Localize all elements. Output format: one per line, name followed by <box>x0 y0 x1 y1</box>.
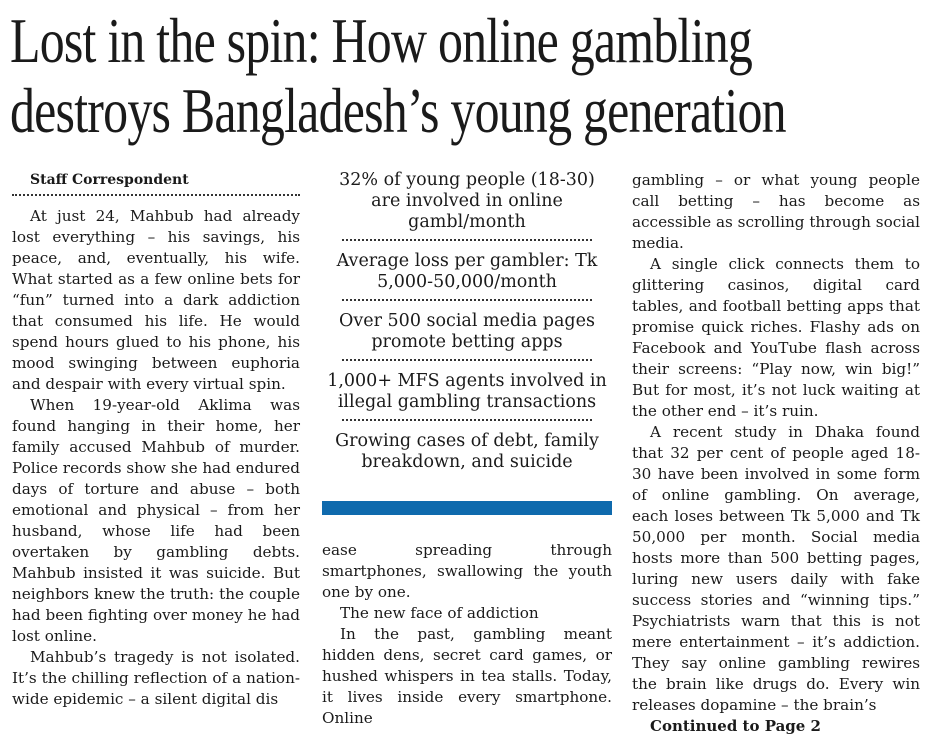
byline: Staff Correspondent <box>30 172 189 188</box>
fact-divider <box>342 299 592 301</box>
headline-line-1: Lost in the spin: How online gambling <box>10 5 753 76</box>
paragraph: At just 24, Mahbub had already lost everything – his savings, his peace, and, eventually, his wife. What started as a few online bets for “fun” turned into a dark addiction that consumed his life. He would spend hours glued to his phone, his mood swinging between euphoria and despair with every virtual spin. <box>12 207 300 393</box>
fact-divider <box>342 419 592 421</box>
article-column-3 <box>632 170 920 737</box>
paragraph: ease spreading through smartphones, swallowing the youth one by one. <box>322 541 612 601</box>
paragraph: A single click connects them to glittering casinos, digital card tables, and football betting apps that promise quick riches. Flashy ads on Facebook and YouTube flash across their screens: “Play now, win big!” But for most, it’s not luck waiting at the other end – it’s ruin. <box>632 255 920 420</box>
headline <box>10 5 786 146</box>
continued-link[interactable]: Continued to Page 2 <box>650 717 821 735</box>
fact-box <box>322 170 612 515</box>
fact-item: 32% of young people (18-30) are involved in online gambl/month <box>339 170 595 232</box>
headline-line-2: destroys Bangladesh’s young generation <box>10 75 786 146</box>
byline-divider <box>12 194 300 196</box>
paragraph: When 19-year-old Aklima was found hanging in their home, her family accused Mahbub of murder. Police records show she had endured days of torture and abuse – both emotional and physical – from her husband, whose life had been overtaken by gambling debts. Mahbub insisted it was suicide. But neighbors knew the truth: the couple had been fighting over money he had lost online. <box>12 396 300 645</box>
article-column-1 <box>12 170 300 710</box>
fact-item: Average loss per gambler: Tk 5,000-50,000/month <box>336 251 598 292</box>
fact-divider <box>342 239 592 241</box>
fact-box-bar <box>322 501 612 515</box>
paragraph: In the past, gambling meant hidden dens, secret card games, or hushed whispers in tea stalls. Today, it lives inside every smartphone. Online <box>322 625 612 727</box>
fact-item: Over 500 social media pages promote betting apps <box>339 311 595 352</box>
paragraph: gambling – or what young people call betting – has become as accessible as scrolling through social media. <box>632 171 920 252</box>
article-column-2 <box>322 170 612 729</box>
paragraph: A recent study in Dhaka found that 32 per cent of people aged 18-30 have been involved in some form of online gambling. On average, each loses between Tk 5,000 and Tk 50,000 per month. Social media hosts more than 500 betting pages, luring new users daily with fake success stories and “winning tips.” Psychiatrists warn that this is not mere entertainment – it’s addiction. They say online gambling rewires the brain like drugs do. Every win releases dopamine – the brain’s <box>632 423 920 714</box>
subheading: The new face of addiction <box>340 604 539 622</box>
paragraph: Mahbub’s tragedy is not isolated. It’s the chilling reflection of a nationwide epidemic – a silent digital dis <box>12 648 300 708</box>
fact-item: Growing cases of debt, family breakdown, and suicide <box>335 431 599 472</box>
fact-divider <box>342 359 592 361</box>
fact-item: 1,000+ MFS agents involved in illegal gambling transactions <box>327 371 607 412</box>
